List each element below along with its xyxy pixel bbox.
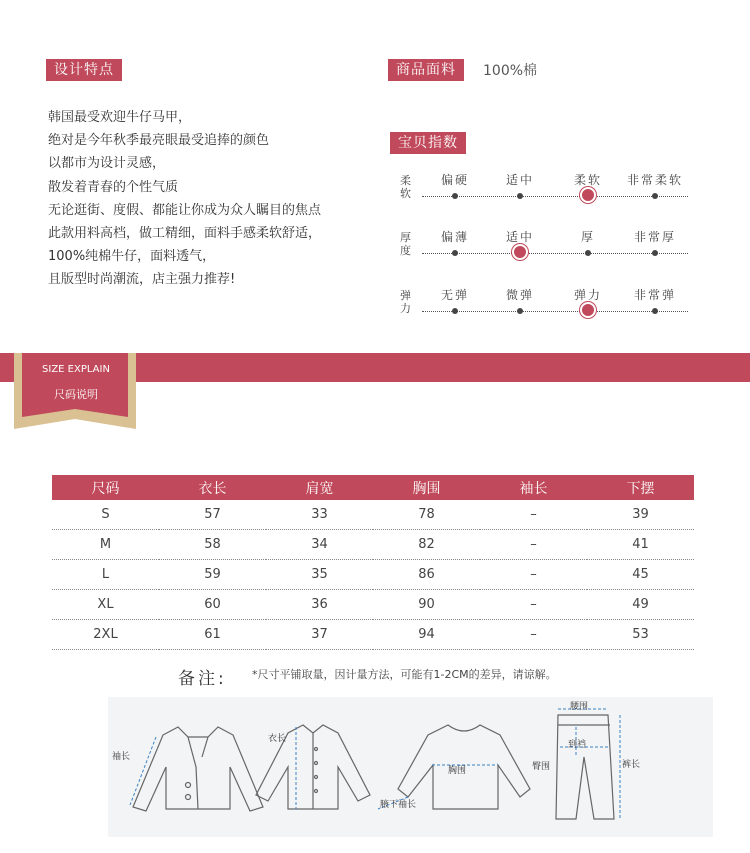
size-banner-cn: 尺码说明 — [54, 388, 98, 401]
design-features-tag: 设计特点 — [46, 59, 122, 81]
table-row — [52, 530, 694, 560]
label-length: 衣长 — [268, 734, 287, 744]
fabric-value: 100%棉 — [483, 63, 538, 79]
table-cell: 60 — [159, 590, 266, 620]
pants-illustration — [556, 715, 614, 819]
table-row — [52, 590, 694, 620]
index-option: 微弹 — [505, 288, 534, 302]
table-cell: 39 — [587, 500, 694, 530]
index-dot — [517, 308, 523, 314]
table-cell: 37 — [266, 620, 373, 650]
table-cell: 59 — [159, 560, 266, 590]
index-option: 无弹 — [440, 288, 469, 302]
jacket-illustration — [133, 727, 263, 811]
table-cell: 36 — [266, 590, 373, 620]
index-selected-marker — [582, 304, 594, 316]
size-banner-en: SIZE EXPLAIN — [42, 364, 110, 375]
table-cell: 34 — [266, 530, 373, 560]
index-dot — [452, 308, 458, 314]
table-cell: 41 — [587, 530, 694, 560]
table-cell: M — [52, 530, 159, 560]
table-cell: L — [52, 560, 159, 590]
label-waist: 腰围 — [570, 702, 589, 712]
size-table-header-cell: 尺码 — [52, 475, 159, 500]
index-row-label: 厚度 — [400, 231, 411, 257]
table-cell: 94 — [373, 620, 480, 650]
index-scale-line — [422, 196, 688, 197]
index-tag: 宝贝指数 — [390, 132, 466, 154]
index-option: 非常厚 — [633, 230, 676, 244]
index-scale-line — [422, 253, 688, 254]
label-chest: 胸围 — [448, 766, 467, 776]
index-selected-marker — [514, 246, 526, 258]
label-hip: 臀围 — [532, 762, 551, 772]
description-line: 以都市为设计灵感， — [48, 156, 166, 172]
size-table-header-cell: 胸围 — [373, 475, 480, 500]
index-dot — [452, 250, 458, 256]
description-line: 此款用料高档，做工精细，面料手感柔软舒适， — [48, 226, 322, 242]
index-row — [400, 230, 690, 275]
index-dot — [517, 193, 523, 199]
index-dot — [452, 193, 458, 199]
table-cell: 45 — [587, 560, 694, 590]
index-dot — [585, 250, 591, 256]
index-dot — [652, 308, 658, 314]
index-row — [400, 288, 690, 333]
index-option: 偏薄 — [440, 230, 469, 244]
index-option: 适中 — [505, 230, 534, 244]
description-line: 100%纯棉牛仔，面料透气， — [48, 249, 216, 265]
size-table-header-cell: 袖长 — [480, 475, 587, 500]
label-underarm: 腋下袖长 — [380, 800, 417, 810]
index-row-label: 弹力 — [400, 289, 411, 315]
index-scale-line — [422, 311, 688, 312]
index-option: 厚 — [580, 230, 595, 244]
size-table-header-cell: 下摆 — [587, 475, 694, 500]
index-dot — [652, 193, 658, 199]
table-cell: – — [480, 620, 587, 650]
size-table — [52, 475, 694, 650]
label-pants-length: 裤长 — [622, 760, 641, 770]
index-option: 非常柔软 — [626, 173, 683, 187]
measurement-diagram — [108, 697, 713, 837]
table-cell: 2XL — [52, 620, 159, 650]
table-cell: 57 — [159, 500, 266, 530]
table-cell: 61 — [159, 620, 266, 650]
fabric-tag: 商品面料 — [388, 59, 464, 81]
note-label: 备注: — [178, 669, 227, 689]
table-cell: 82 — [373, 530, 480, 560]
label-sleeve: 袖长 — [112, 752, 131, 762]
index-option: 弹力 — [573, 288, 602, 302]
index-option: 柔软 — [573, 173, 602, 187]
table-cell: XL — [52, 590, 159, 620]
size-table-header-cell: 肩宽 — [266, 475, 373, 500]
index-selected-marker — [582, 189, 594, 201]
index-dot — [652, 250, 658, 256]
table-row — [52, 620, 694, 650]
table-cell: 35 — [266, 560, 373, 590]
index-option: 偏硬 — [440, 173, 469, 187]
table-cell: 58 — [159, 530, 266, 560]
size-table-header — [52, 475, 694, 500]
size-table-header-cell: 衣长 — [159, 475, 266, 500]
description-line: 绝对是今年秋季最亮眼最受追捧的颜色 — [48, 133, 270, 149]
table-cell: 90 — [373, 590, 480, 620]
table-cell: 33 — [266, 500, 373, 530]
description-line: 散发着青春的个性气质 — [48, 179, 179, 195]
note-text: *尺寸平铺取量，因计量方法，可能有1-2CM的差异，请谅解。 — [252, 668, 557, 681]
index-option: 非常弹 — [633, 288, 676, 302]
table-cell: – — [480, 530, 587, 560]
table-row — [52, 500, 694, 530]
label-crotch: 到裆 — [568, 740, 587, 750]
table-cell: 78 — [373, 500, 480, 530]
table-cell: – — [480, 590, 587, 620]
index-row — [400, 173, 690, 218]
table-cell: 53 — [587, 620, 694, 650]
table-cell: 86 — [373, 560, 480, 590]
table-cell: – — [480, 560, 587, 590]
description-line: 且版型时尚潮流，店主强力推荐! — [48, 272, 236, 288]
table-cell: – — [480, 500, 587, 530]
description-line: 无论逛街、度假、都能让你成为众人瞩目的焦点 — [48, 202, 322, 218]
index-row-label: 柔软 — [400, 174, 411, 200]
table-row — [52, 560, 694, 590]
design-description — [48, 106, 321, 292]
description-line: 韩国最受欢迎牛仔马甲， — [48, 110, 192, 125]
index-option: 适中 — [505, 173, 534, 187]
table-cell: S — [52, 500, 159, 530]
table-cell: 49 — [587, 590, 694, 620]
